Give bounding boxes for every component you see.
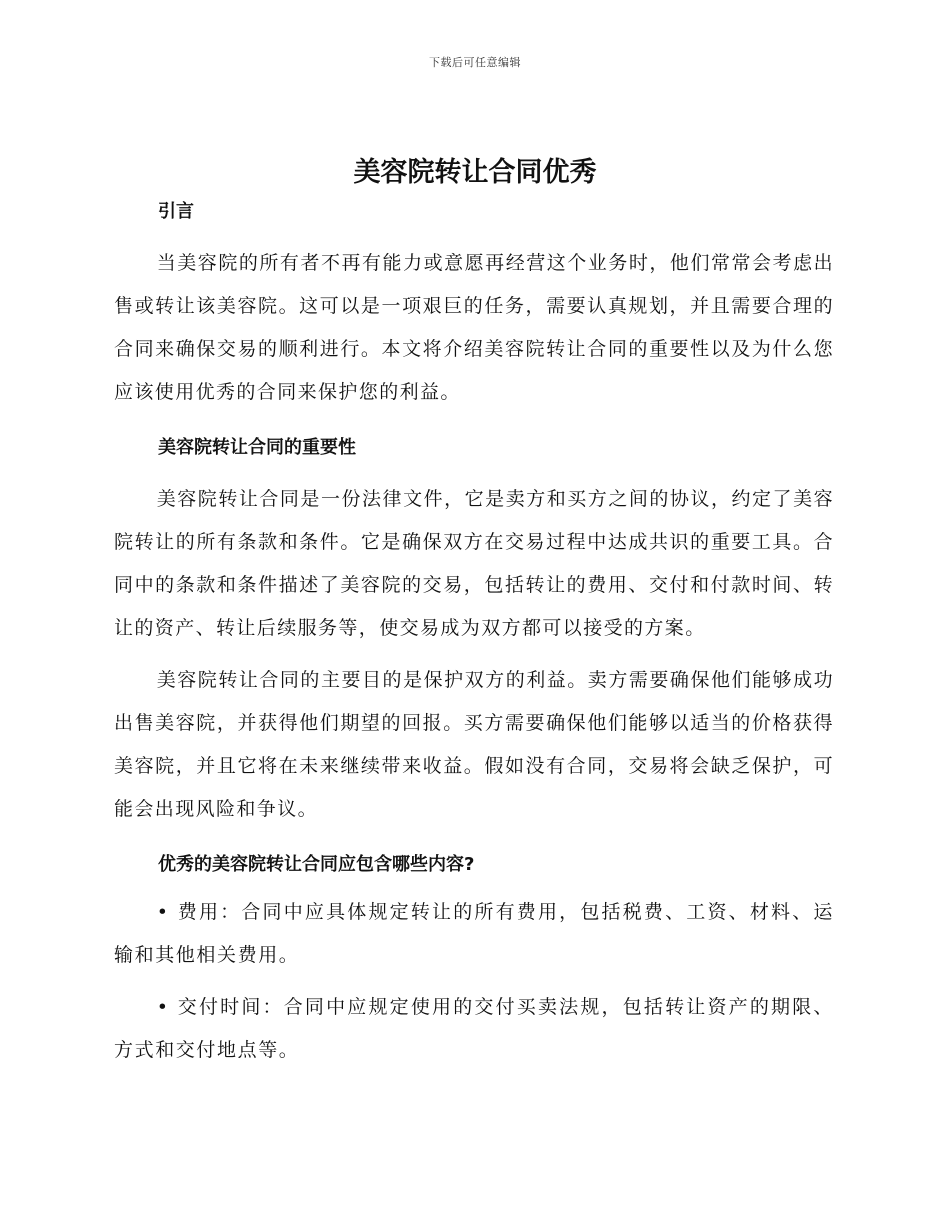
- document-title: 美容院转让合同优秀: [353, 157, 597, 188]
- paragraph-introduction: 当美容院的所有者不再有能力或意愿再经营这个业务时，他们常常会考虑出售或转让该美容院。这可以是一项艰巨的任务，需要认真规划，并且需要合理的合同来确保交易的顺利进行。本文将介绍美容院转让合同的重要性以及为什么您应该使用优秀的合同来保护您的利益。: [114, 252, 834, 403]
- document-body: [114, 196, 834, 1072]
- section-heading-importance: 美容院转让合同的重要性: [158, 437, 356, 458]
- section-heading-contents: 优秀的美容院转让合同应包含哪些内容?: [158, 854, 475, 875]
- bullet-item-fees: • 费用：合同中应具体规定转让的所有费用，包括税费、工资、材料、运输和其他相关费用。: [114, 901, 834, 966]
- paragraph-importance-2: 美容院转让合同的主要目的是保护双方的利益。卖方需要确保他们能够成功出售美容院，并获得他们期望的回报。买方需要确保他们能够以适当的价格获得美容院，并且它将在未来继续带来收益。假如没有合同，交易将会缺乏保护，可能会出现风险和争议。: [114, 669, 834, 820]
- paragraph-importance-1: 美容院转让合同是一份法律文件，它是卖方和买方之间的协议，约定了美容院转让的所有条款和条件。它是确保双方在交易过程中达成共识的重要工具。合同中的条款和条件描述了美容院的交易，包括转让的费用、交付和付款时间、转让的资产、转让后续服务等，使交易成为双方都可以接受的方案。: [114, 488, 834, 639]
- section-heading-introduction: 引言: [158, 201, 194, 222]
- header-note: 下载后可任意编辑: [429, 56, 521, 69]
- bullet-item-delivery-time: • 交付时间：合同中应规定使用的交付买卖法规，包括转让资产的期限、方式和交付地点等。: [114, 996, 834, 1061]
